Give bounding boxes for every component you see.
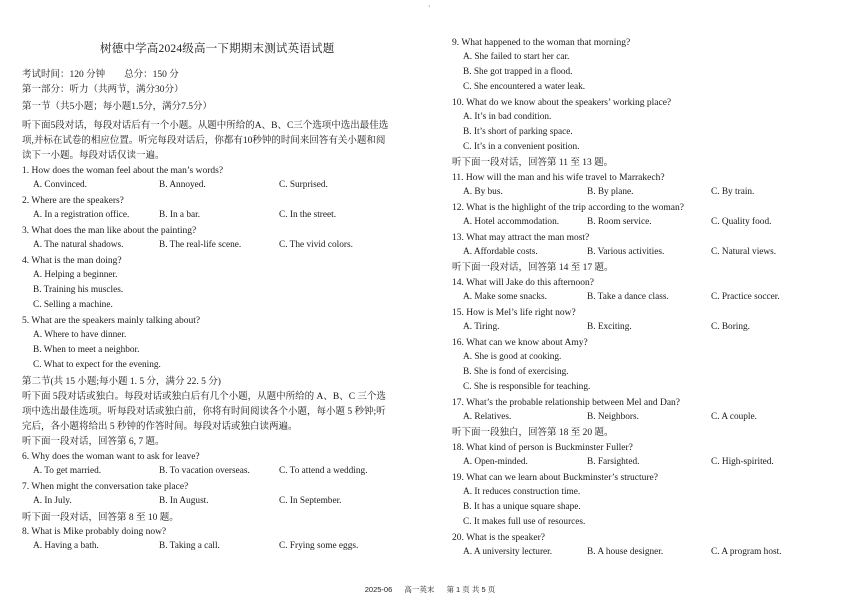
question-2-option-c[interactable]: C. In the street. [279,210,337,220]
question-6: 6. Why does the woman want to ask for leave? [22,452,200,462]
question-1-option-b[interactable]: B. Annoyed. [159,180,206,190]
question-1-option-c[interactable]: C. Surprised. [279,180,328,190]
section1-instr-1: 听下面5段对话，每段对话后有一个小题。从题中所给的A、B、C三个选项中选出最佳选 [22,121,389,131]
section2-heading: 第二节(共 15 小题;每小题 1. 5 分，满分 22. 5 分) [22,377,221,387]
question-8-option-b[interactable]: B. Taking a call. [159,541,220,551]
question-19-option-b[interactable]: B. It has a unique square shape. [463,502,581,512]
question-14-option-b[interactable]: B. Take a dance class. [587,292,669,302]
section1-instr-2: 项,并标在试卷的相应位置。听完每段对话后，你都有10秒钟的时间来回答有关小题和阅 [22,136,386,146]
question-12-option-c[interactable]: C. Quality food. [711,217,772,227]
question-19-option-c[interactable]: C. It makes full use of resources. [463,517,586,527]
question-5: 5. What are the speakers mainly talking about? [22,316,201,326]
question-18-option-b[interactable]: B. Farsighted. [587,457,640,467]
question-13-option-a[interactable]: A. Affordable costs. [463,247,538,257]
question-17: 17. What’s the probable relationship between Mel and Dan? [452,398,681,408]
question-10-option-b[interactable]: B. It’s short of parking space. [463,127,573,137]
question-20-option-b[interactable]: B. A house designer. [587,547,664,557]
question-20-option-c[interactable]: C. A program host. [711,547,782,557]
section1-heading: 第一节（共5小题；每小题1.5分，满分7.5分） [22,102,213,112]
group-8-10: 听下面一段对话，回答第 8 至 10 题。 [22,513,179,523]
section2-instr-2: 项中选出最佳选项。听每段对话或独白前，你将有时间阅读各个小题，每小题 5 秒钟;听 [22,407,386,417]
question-19-option-a[interactable]: A. It reduces construction time. [463,487,581,497]
question-2: 2. Where are the speakers? [22,196,124,206]
question-5-option-b[interactable]: B. When to meet a neighbor. [33,345,140,355]
question-9-option-b[interactable]: B. She got trapped in a flood. [463,67,573,77]
question-10-option-a[interactable]: A. It’s in bad condition. [463,112,552,122]
question-15-option-a[interactable]: A. Tiring. [463,322,500,332]
question-16: 16. What can we know about Amy? [452,338,588,348]
question-4: 4. What is the man doing? [22,256,122,266]
footer-date: 2025-06 [364,585,393,594]
header-mark: · [428,2,431,11]
group-14-17: 听下面一段对话，回答第 14 至 17 题。 [452,263,614,273]
question-11-option-b[interactable]: B. By plane. [587,187,634,197]
question-11: 11. How will the man and his wife travel to Marrakech? [452,173,665,183]
question-15: 15. How is Mel’s life right now? [452,308,576,318]
question-3-option-b[interactable]: B. The real-life scene. [159,240,242,250]
question-7: 7. When might the conversation take place? [22,482,189,492]
question-13: 13. What may attract the man most? [452,233,590,243]
question-3-option-a[interactable]: A. The natural shadows. [33,240,124,250]
page-title: 树德中学高2024级高一下期期末测试英语试题 [100,43,335,55]
question-19: 19. What can we learn about Buckminster’s structure? [452,473,658,483]
question-3-option-c[interactable]: C. The vivid colors. [279,240,353,250]
question-20-option-a[interactable]: A. A university lecturer. [463,547,553,557]
question-5-option-c[interactable]: C. What to expect for the evening. [33,360,161,370]
question-13-option-b[interactable]: B. Various activities. [587,247,665,257]
question-18: 18. What kind of person is Buckminster Fuller? [452,443,633,453]
question-14-option-a[interactable]: A. Make some snacks. [463,292,547,302]
question-6-option-c[interactable]: C. To attend a wedding. [279,466,368,476]
question-17-option-a[interactable]: A. Relatives. [463,412,512,422]
footer-page: 第 1 页 共 5 页 [446,585,496,594]
question-9-option-c[interactable]: C. She encountered a water leak. [463,82,586,92]
question-3: 3. What does the man like about the painting? [22,226,197,236]
part1-heading: 第一部分：听力（共两节，满分30分） [22,85,184,95]
question-7-option-c[interactable]: C. In September. [279,496,342,506]
question-9-option-a[interactable]: A. She failed to start her car. [463,52,570,62]
page-footer [0,584,860,595]
question-4-option-c[interactable]: C. Selling a machine. [33,300,113,310]
question-17-option-b[interactable]: B. Neighbors. [587,412,639,422]
question-1-option-a[interactable]: A. Convinced. [33,180,87,190]
question-13-option-c[interactable]: C. Natural views. [711,247,777,257]
question-12-option-a[interactable]: A. Hotel accommodation. [463,217,560,227]
question-16-option-b[interactable]: B. She is fond of exercising. [463,367,569,377]
question-15-option-b[interactable]: B. Exciting. [587,322,632,332]
question-12-option-b[interactable]: B. Room service. [587,217,652,227]
question-11-option-c[interactable]: C. By train. [711,187,755,197]
question-6-option-a[interactable]: A. To get married. [33,466,102,476]
question-12: 12. What is the highlight of the trip according to the woman? [452,203,684,213]
question-1: 1. How does the woman feel about the man’s words? [22,166,224,176]
question-7-option-a[interactable]: A. In July. [33,496,72,506]
question-10: 10. What do we know about the speakers’ working place? [452,98,672,108]
question-10-option-c[interactable]: C. It’s in a convenient position. [463,142,580,152]
question-16-option-c[interactable]: C. She is responsible for teaching. [463,382,591,392]
question-20: 20. What is the speaker? [452,533,545,543]
question-18-option-a[interactable]: A. Open-minded. [463,457,528,467]
question-9: 9. What happened to the woman that morning? [452,38,631,48]
question-5-option-a[interactable]: A. Where to have dinner. [33,330,127,340]
question-18-option-c[interactable]: C. High-spirited. [711,457,774,467]
question-11-option-a[interactable]: A. By bus. [463,187,503,197]
question-15-option-c[interactable]: C. Boring. [711,322,750,332]
question-16-option-a[interactable]: A. She is good at cooking. [463,352,562,362]
question-4-option-b[interactable]: B. Training his muscles. [33,285,124,295]
section2-instr-3: 完后，各小题将给出 5 秒钟的作答时间。每段对话或独白读两遍。 [22,422,298,432]
question-8-option-a[interactable]: A. Having a bath. [33,541,99,551]
question-6-option-b[interactable]: B. To vacation overseas. [159,466,250,476]
group-11-13: 听下面一段对话，回答第 11 至 13 题。 [452,158,614,168]
question-8-option-c[interactable]: C. Frying some eggs. [279,541,359,551]
footer-subject: 高一英末 [404,585,435,594]
question-8: 8. What is Mike probably doing now? [22,527,167,537]
exam-info: 考试时间：120 分钟 总分：150 分 [22,70,179,80]
question-4-option-a[interactable]: A. Helping a beginner. [33,270,118,280]
section2-instr-1: 听下面 5段对话或独白。每段对话或独白后有几个小题，从题中所给的 A、B、C 三个选 [22,392,386,402]
section1-instr-3: 读下一小题。每段对话仅读一遍。 [22,151,165,161]
question-14-option-c[interactable]: C. Practice soccer. [711,292,780,302]
question-17-option-c[interactable]: C. A couple. [711,412,757,422]
question-2-option-b[interactable]: B. In a bar. [159,210,201,220]
question-14: 14. What will Jake do this afternoon? [452,278,595,288]
question-2-option-a[interactable]: A. In a registration office. [33,210,130,220]
question-7-option-b[interactable]: B. In August. [159,496,209,506]
group-18-20: 听下面一段独白，回答第 18 至 20 题。 [452,428,614,438]
group-6-7: 听下面一段对话，回答第 6, 7 题。 [22,437,165,447]
